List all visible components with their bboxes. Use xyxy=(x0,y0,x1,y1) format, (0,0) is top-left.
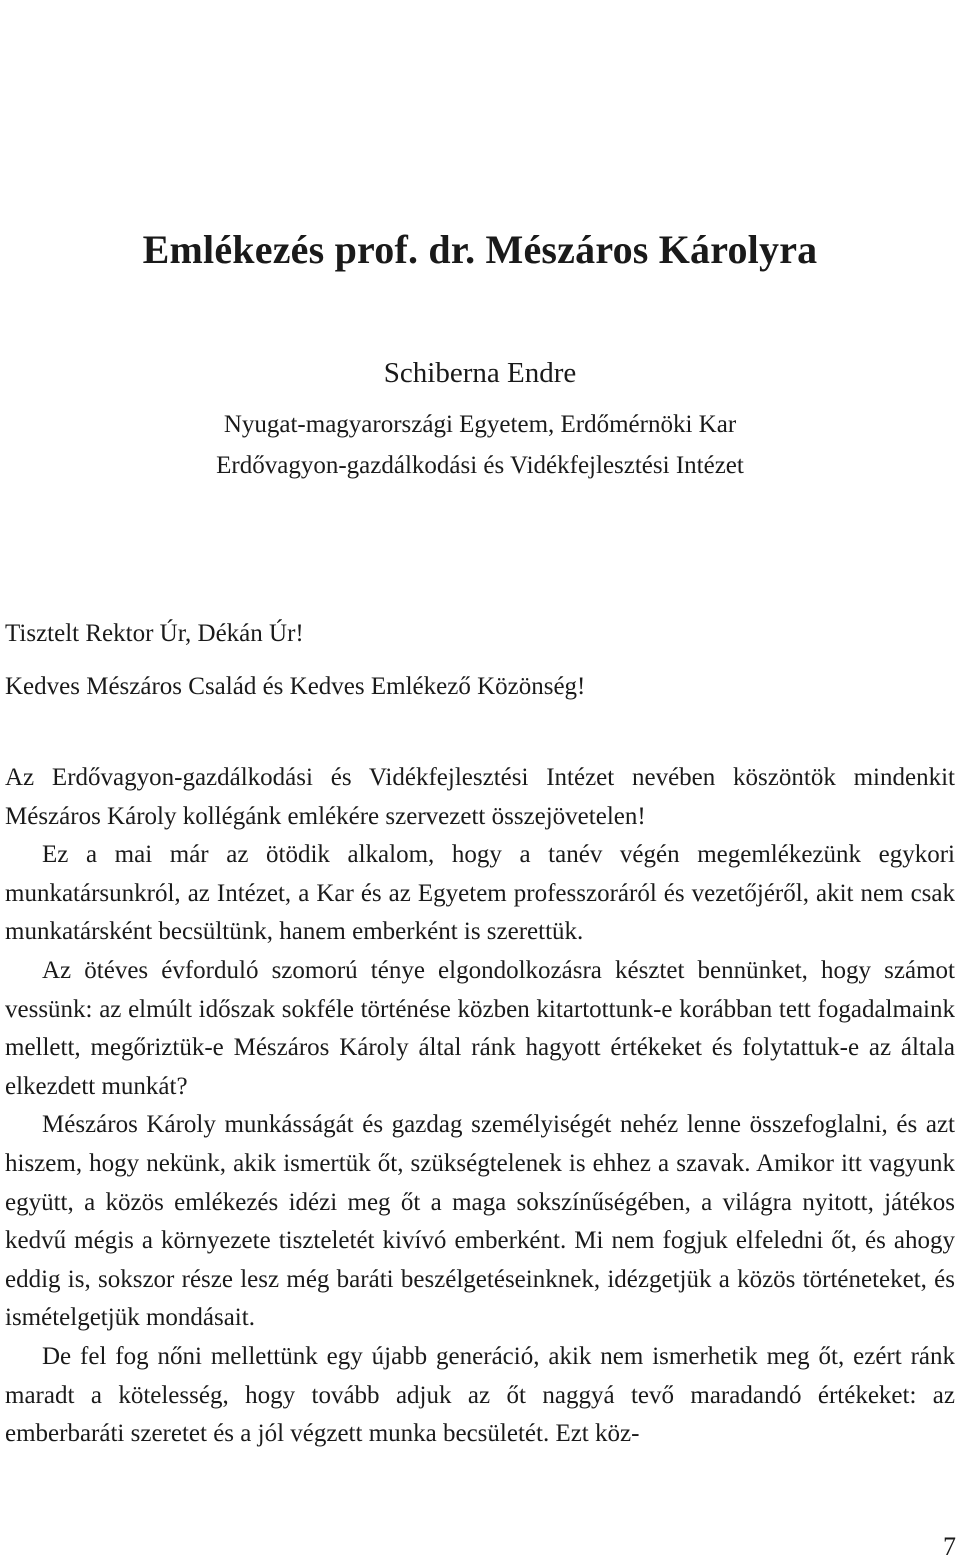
paragraph-3: Az ötéves évforduló szomorú ténye elgondolkozásra késztet bennünket, hogy számot vessünk: az elmúlt időszak sokféle történése közben kitartottunk-e korábban tett fogadalmaink mellett, megőriztük-e Mészáros Károly által ránk hagyott értékeket és folytattuk-e az általa elkezdett munkát? xyxy=(5,956,955,1100)
author-name: Schiberna Endre xyxy=(383,357,577,389)
document-page xyxy=(5,0,955,1565)
body-text xyxy=(5,759,955,1454)
affiliation-institute: Erdővagyon-gazdálkodási és Vidékfejlesztési Intézet xyxy=(216,452,744,479)
paragraph-4: Mészáros Károly munkásságát és gazdag személyiségét nehéz lenne összefoglalni, és azt hiszem, hogy nekünk, akik ismertük őt, szükségtelenek is ehhez a szavak. Amikor itt vagyunk együtt, a közös emlékezés idézi meg őt a maga sokszínűségében, a világra nyitott, játékos kedvű mégis a környezete tiszteletét kivívó emberként. Mi nem fogjuk elfeledni őt, és ahogy eddig is, sokszor része lesz még baráti beszélgetéseinknek, idézgetjük a közös történeteket, és ismételgetjük mondásait. xyxy=(5,1111,955,1332)
page-title: Emlékezés prof. dr. Mészáros Károlyra xyxy=(142,227,818,272)
salutation-line-1: Tisztelt Rektor Úr, Dékán Úr! xyxy=(5,620,304,647)
paragraph-1: Az Erdővagyon-gazdálkodási és Vidékfejlesztési Intézet nevében köszöntök mindenkit Mészáros Károly kollégánk emlékére szervezett összejövetelen! xyxy=(5,764,955,830)
affiliation-university: Nyugat-magyarországi Egyetem, Erdőmérnöki Kar xyxy=(223,411,737,438)
paragraph-5: De fel fog nőni mellettünk egy újabb generáció, akik nem ismerhetik meg őt, ezért ránk maradt a kötelesség, hogy tovább adjuk az őt naggyá tevő maradandó értékeket: az emberbaráti szeretet és a jól végzett munka becsületét. Ezt köz- xyxy=(5,1342,955,1448)
paragraph-2: Ez a mai már az ötödik alkalom, hogy a tanév végén megemlékezünk egykori munkatársunkról, az Intézet, a Kar és az Egyetem professzoráról és vezetőjéről, akit nem csak munkatársként becsültünk, hanem emberként is szerettük. xyxy=(5,841,955,946)
page-number: 7 xyxy=(943,1532,956,1561)
salutation-line-2: Kedves Mészáros Család és Kedves Emlékező Közönség! xyxy=(5,673,586,700)
